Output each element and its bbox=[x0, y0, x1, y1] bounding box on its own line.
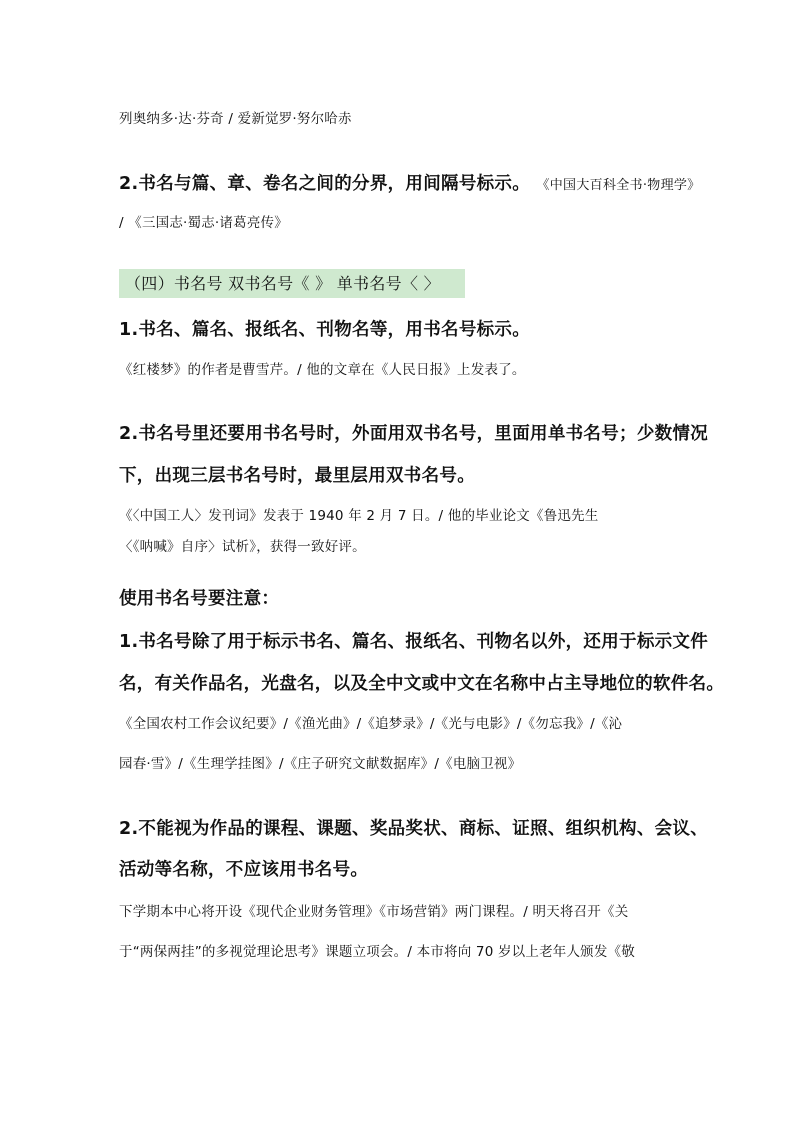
section-heading-book-title-marks: （四）书名号 双书名号《 》 单书名号〈 〉 bbox=[119, 269, 465, 298]
rule-text: 2.书名与篇、章、卷名之间的分界，用间隔号标示。 bbox=[119, 174, 531, 194]
note1-line1: 1.书名号除了用于标示书名、篇名、报纸名、刊物名以外，还用于标示文件 bbox=[119, 632, 709, 652]
note-heading: 使用书名号要注意： bbox=[119, 589, 280, 609]
rule-book-title-marks-usage: 1.书名、篇名、报纸名、刊物名等，用书名号标示。 bbox=[119, 320, 531, 340]
rule-example-inline: 《中国大百科全书·物理学》 bbox=[536, 178, 701, 193]
note1-example-line2: 园春·雪》/《生理学挂图》/《庄子研究文献数据库》/《电脑卫视》 bbox=[119, 756, 522, 772]
note2-line1: 2.不能视为作品的课程、课题、奖品奖状、商标、证照、组织机构、会议、 bbox=[119, 819, 709, 839]
rule-nested-marks-line1: 2.书名号里还要用书名号时，外面用双书名号，里面用单书名号；少数情况 bbox=[119, 424, 709, 444]
example-nested-line1: 《〈中国工人〉发刊词》发表于 1940 年 2 月 7 日。/ 他的毕业论文《鲁迅先生 bbox=[119, 508, 599, 524]
note2-example-line2: 于“两保两挂”的多视觉理论思考》课题立项会。/ 本市将向 70 岁以上老年人颁发《敬 bbox=[119, 944, 635, 960]
rule-book-chapter-separator bbox=[119, 170, 700, 195]
rule-nested-marks-line2: 下，出现三层书名号时，最里层用双书名号。 bbox=[119, 466, 475, 486]
example-names-line: 列奥纳多·达·芬奇 / 爱新觉罗·努尔哈赤 bbox=[119, 111, 352, 127]
note2-line2: 活动等名称，不应该用书名号。 bbox=[119, 860, 369, 880]
example-line-sanguozhi: / 《三国志·蜀志·诸葛亮传》 bbox=[119, 215, 288, 231]
note2-example-line1: 下学期本中心将开设《现代企业财务管理》《市场营销》两门课程。/ 明天将召开《关 bbox=[119, 904, 629, 920]
example-nested-line2: 〈《呐喊》自序〉试析》，获得一致好评。 bbox=[119, 539, 366, 555]
note1-line2: 名，有关作品名，光盘名，以及全中文或中文在名称中占主导地位的软件名。 bbox=[119, 674, 725, 694]
note1-example-line1: 《全国农村工作会议纪要》/《渔光曲》/《追梦录》/《光与电影》/《勿忘我》/《沁 bbox=[119, 716, 623, 732]
example-book-title-usage: 《红楼梦》的作者是曹雪芹。/ 他的文章在《人民日报》上发表了。 bbox=[119, 362, 526, 378]
